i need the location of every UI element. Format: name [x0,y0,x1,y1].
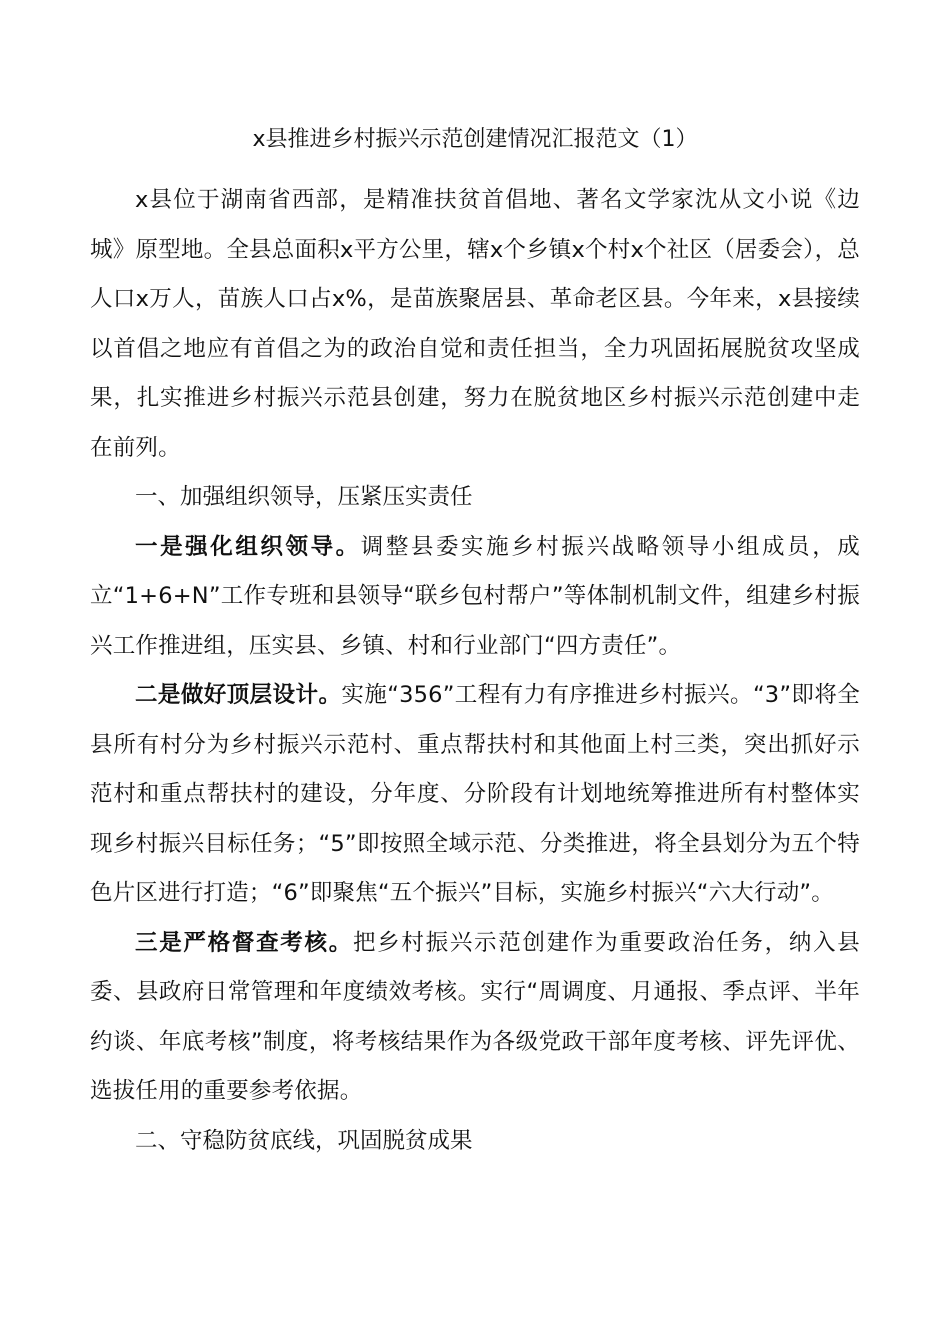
section-heading-1: 一、加强组织领导，压紧压实责任 [135,484,473,510]
item-text: 把乡村振兴示范创建作为重要政治任务，纳入县委、县政府日常管理和年度绩效考核。实行“周调度、月通报、季点评、半年约谈、年底考核”制度，将考核结果作为各级党政干部年度考核、评先评优、选拔任用的重要参考依据。 [90,929,860,1104]
section-heading-2: 二、守稳防贫底线，巩固脱贫成果 [135,1127,473,1154]
document-title: x县推进乡村振兴示范创建情况汇报范文（1） [252,127,698,152]
section1-item-3 [90,919,860,1117]
item-text: 调整县委实施乡村振兴战略领导小组成员，成立“1+6+N”工作专班和县领导“联乡包村帮户”等体制机制文件，组建乡村振兴工作推进组，压实县、乡镇、村和行业部门“四方责任”。 [90,533,860,659]
item-lead: 三是严格督查考核。 [135,929,353,956]
item-lead: 一是强化组织领导。 [135,533,361,560]
section1-item-2 [90,671,860,919]
item-lead: 二是做好顶层设计。 [135,682,342,708]
section1-item-1 [90,523,860,672]
item-text: 实施“356”工程有力有序推进乡村振兴。“3”即将全县所有村分为乡村振兴示范村、重点帮扶村和其他面上村三类，突出抓好示范村和重点帮扶村的建设，分年度、分阶段有计划地统筹推进所有村整体实现乡村振兴目标任务；“5”即按照全域示范、分类推进，将全县划分为五个特色片区进行打造；“6”即聚焦“五个振兴”目标，实施乡村振兴“六大行动”。 [90,682,860,906]
intro-paragraph: x县位于湖南省西部，是精准扶贫首倡地、著名文学家沈从文小说《边城》原型地。全县总面积x平方公里，辖x个乡镇x个村x个社区（居委会），总人口x万人，苗族人口占x%，是苗族聚居县、革命老区县。今年来，x县接续以首倡之地应有首倡之为的政治自觉和责任担当，全力巩固拓展脱贫攻坚成果，扎实推进乡村振兴示范县创建，努力在脱贫地区乡村振兴示范创建中走在前列。 [90,187,860,461]
